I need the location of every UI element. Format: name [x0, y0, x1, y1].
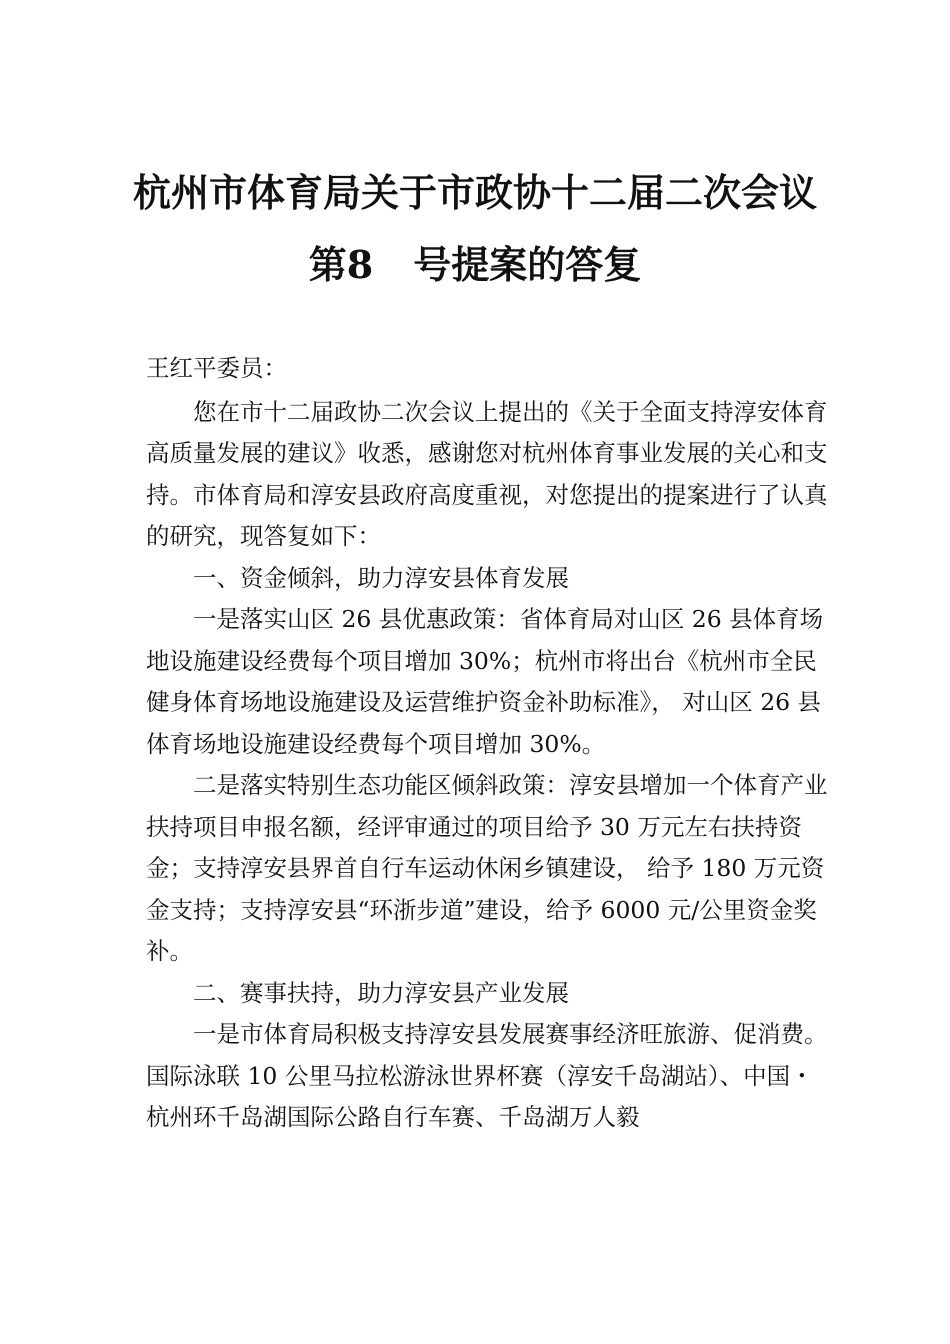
title-suffix: 号提案的答复	[413, 242, 642, 287]
section-heading-2: 二、赛事扶持，助力淳安县产业发展	[193, 978, 569, 1007]
paragraph-2-1: 一是市体育局积极支持淳安县发展赛事经济旺旅游、促消费。国际泳联 10 公里马拉松游泳世界杯赛（淳安千岛湖站）、中国・杭州环千岛湖国际公路自行车赛、千岛湖万人毅	[146, 1020, 828, 1131]
paragraph-1-1: 一是落实山区 26 县优惠政策：省体育局对山区 26 县体育场地设施建设经费每个项目增加 30%；杭州市将出台《杭州市全民健身体育场地设施建设及运营维护资金补助标准》， 对山区 26 县体育场地设施建设经费每个项目增加 30%。	[146, 605, 824, 758]
paragraph-intro: 您在市十二届政协二次会议上提出的《关于全面支持淳安体育高质量发展的建议》收悉，感谢您对杭州体育事业发展的关心和支持。市体育局和淳安县政府高度重视，对您提出的提案进行了认真的研究，现答复如下：	[146, 397, 828, 550]
salutation: 王红平委员：	[146, 354, 287, 382]
document-body	[146, 348, 836, 1139]
section-heading-1: 一、资金倾斜，助力淳安县体育发展	[193, 563, 569, 592]
proposal-number: 8	[346, 242, 374, 287]
paragraph-1-2: 二是落实特别生态功能区倾斜政策：淳安县增加一个体育产业扶持项目申报名额，经评审通过的项目给予 30 万元左右扶持资金；支持淳安县界首自行车运动休闲乡镇建设， 给予 180 万元资金支持；支持淳安县“环浙步道”建设，给予 6000 元/公里资金奖补。	[146, 771, 828, 965]
document-title-line-1: 杭州市体育局关于市政协十二届二次会议	[132, 170, 817, 215]
document-title-line-2	[120, 240, 830, 290]
title-prefix: 第	[308, 242, 347, 287]
